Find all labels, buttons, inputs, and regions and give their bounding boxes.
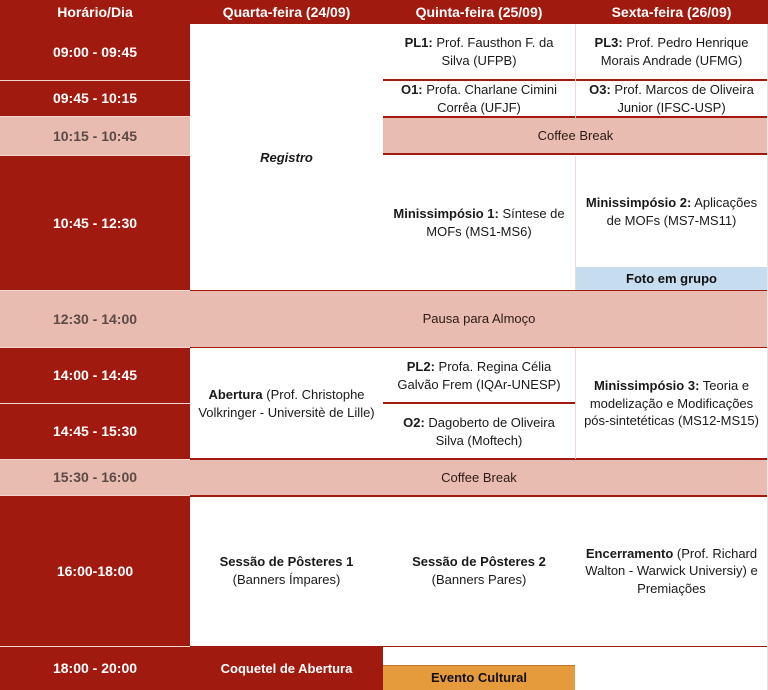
registro-cell bbox=[190, 24, 383, 291]
column-divider bbox=[575, 156, 576, 290]
ms2-cell bbox=[575, 156, 768, 267]
row-divider bbox=[0, 646, 190, 647]
pl1-code: PL1: bbox=[404, 35, 433, 51]
column-divider bbox=[575, 24, 576, 118]
row-divider bbox=[0, 155, 190, 156]
row-divider bbox=[0, 347, 190, 348]
time-slot-4: 10:45 - 12:30 bbox=[0, 156, 190, 290]
row-divider bbox=[383, 153, 768, 155]
pl3-code: PL3: bbox=[594, 35, 623, 51]
ms2-text: Aplicações de MOFs (MS7-MS11) bbox=[606, 194, 758, 228]
abertura-title: Abertura bbox=[208, 386, 263, 402]
time-slot-9: 16:00-18:00 bbox=[0, 496, 190, 646]
o3-code: O3: bbox=[589, 82, 611, 98]
pausa-almoco: Pausa para Almoço bbox=[190, 291, 768, 347]
time-slot-2: 09:45 - 10:15 bbox=[0, 81, 190, 116]
evento-cultural: Evento Cultural bbox=[383, 665, 575, 690]
poster2-title: Sessão de Pôsteres 2 bbox=[412, 554, 546, 570]
ms3-cell bbox=[575, 348, 768, 459]
o2-text: Dagoberto de Oliveira Silva (Moftech) bbox=[428, 414, 555, 448]
o3-text: Prof. Marcos de Oliveira Junior (IFSC-USP) bbox=[614, 82, 754, 115]
poster1-cell bbox=[190, 496, 383, 646]
o1-code: O1: bbox=[400, 82, 423, 98]
row-divider bbox=[0, 290, 190, 291]
row-divider bbox=[0, 116, 190, 117]
time-slot-6: 14:00 - 14:45 bbox=[0, 348, 190, 403]
time-slot-8: 15:30 - 16:00 bbox=[0, 460, 190, 495]
row-divider bbox=[0, 80, 190, 81]
encerramento-text: (Prof. Richard Walton - Warwick Universiy) e Premiações bbox=[585, 545, 758, 596]
time-slot-7: 14:45 - 15:30 bbox=[0, 404, 190, 459]
pl1-cell bbox=[383, 24, 575, 80]
foto-em-grupo: Foto em grupo bbox=[575, 267, 768, 290]
row-divider bbox=[383, 402, 575, 404]
encerramento-title: Encerramento bbox=[585, 545, 674, 561]
pl3-cell bbox=[575, 24, 768, 80]
coffee-break-1: Coffee Break bbox=[383, 118, 768, 153]
pl2-text: Profa. Regina Célia Galvão Frem (IQAr-UNESP) bbox=[397, 358, 561, 392]
row-divider bbox=[190, 347, 768, 348]
row-divider bbox=[190, 646, 768, 647]
ms1-title: Minissimpósio 1: bbox=[393, 206, 499, 222]
row-divider bbox=[190, 290, 768, 291]
header-quinta: Quinta-feira (25/09) bbox=[383, 0, 575, 24]
pl3-text: Prof. Pedro Henrique Morais Andrade (UFMG) bbox=[600, 35, 749, 68]
row-divider bbox=[190, 495, 768, 497]
pl2-code: PL2: bbox=[406, 358, 435, 374]
coquetel-abertura: Coquetel de Abertura bbox=[190, 647, 383, 690]
o3-cell bbox=[575, 81, 768, 117]
o1-cell bbox=[383, 81, 575, 117]
poster1-text: (Banners Ímpares) bbox=[232, 572, 341, 587]
o1-text: Profa. Charlane Cimini Corrêa (UFJF) bbox=[426, 82, 558, 115]
time-slot-1: 09:00 - 09:45 bbox=[0, 24, 190, 80]
coffee-break-2: Coffee Break bbox=[190, 460, 768, 495]
row-divider bbox=[0, 495, 190, 496]
row-divider bbox=[190, 458, 768, 460]
header-quarta: Quarta-feira (24/09) bbox=[190, 0, 383, 24]
pl2-cell bbox=[383, 348, 575, 403]
row-divider bbox=[0, 459, 190, 460]
poster2-text: (Banners Pares) bbox=[431, 572, 527, 587]
column-divider bbox=[575, 348, 576, 459]
poster1-title: Sessão de Pôsteres 1 bbox=[219, 554, 354, 570]
o2-cell bbox=[383, 404, 575, 459]
time-slot-5: 12:30 - 14:00 bbox=[0, 291, 190, 347]
time-slot-10: 18:00 - 20:00 bbox=[0, 647, 190, 690]
ms2-title: Minissimpósio 2: bbox=[585, 194, 692, 210]
header-horario: Horário/Dia bbox=[0, 0, 190, 24]
header-sexta: Sexta-feira (26/09) bbox=[575, 0, 768, 24]
abertura-cell bbox=[190, 348, 383, 459]
time-slot-3: 10:15 - 10:45 bbox=[0, 117, 190, 155]
ms3-title: Minissimpósio 3: bbox=[593, 378, 700, 394]
ms1-text: Síntese de MOFs (MS1-MS6) bbox=[426, 206, 565, 239]
abertura-text: (Prof. Christophe Volkringer - Universitè de Lille) bbox=[198, 386, 375, 420]
ms1-cell bbox=[383, 156, 575, 290]
poster2-cell bbox=[383, 496, 575, 646]
ms3-text: Teoria e modelização e Modificações pós-sintetéticas (MS12-MS15) bbox=[584, 378, 759, 429]
encerramento-cell bbox=[575, 496, 768, 646]
o2-code: O2: bbox=[403, 414, 425, 430]
pl1-text: Prof. Fausthon F. da Silva (UFPB) bbox=[436, 35, 554, 68]
row-divider bbox=[0, 403, 190, 404]
registro-label: Registro bbox=[260, 149, 313, 165]
